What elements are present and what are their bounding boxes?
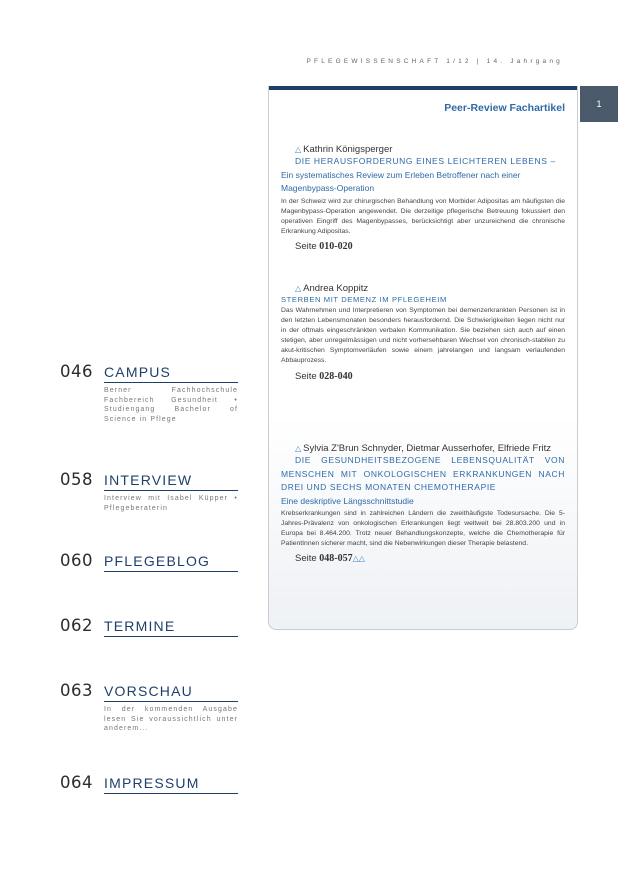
toc-title[interactable]: CAMPUS <box>104 363 238 383</box>
article-title[interactable]: DIE GESUNDHEITSBEZOGENE LEBENSQUALITÄT VON MENSCHEN MIT ONKOLOGISCHEN ERKRANKUNGEN NACH DREI UND SECHS MONATEN CHEMOTHERAPIE <box>281 455 565 492</box>
toc-number: 062 <box>60 616 93 635</box>
toc-number: 060 <box>60 551 93 570</box>
toc-title[interactable]: PFLEGEBLOG <box>104 552 238 572</box>
toc-number: 064 <box>60 773 93 792</box>
article-abstract: Das Wahrnehmen und Interpretieren von Symptomen bei demenzerkrankten Personen ist in den letzten Lebensmonaten besonders herausfordernd. Die Schwierigkeiten liegen nicht nur in der oftmals eingeschränkten verbalen Kommunikation. Sie beziehen sich auch auf einen stetigen, aber unregelmässigen und nicht vorhersehbaren Wechsel von chronisch-stabilen zu akut-kritischen Symptomverläufen sowie einem jahrelangen und langsam verlaufenden Abbauprozess. <box>281 307 565 365</box>
triangle-bullet-icon: △ <box>295 284 302 293</box>
article-pages: Seite 048-057△△ <box>295 553 365 565</box>
article-abstract: Krebserkrankungen sind in zahlreichen Ländern die zweithäufigste Todesursache. Die 5-Jahres-Prävalenz von onkologischen Erkrankungen liegt weltweit bei 28.803.200 und in Europa bei 8.464.200. Trotz neuer Behandlungskonzepte, welche die Chemotherapie für PatientInnen sicherer macht, sind die Nebenwirkungen dieser Therapie belastend. <box>281 510 565 548</box>
toc-description: Berner Fachhochschule Fachbereich Gesundheit • Studiengang Bachelor of Science in Pflege <box>104 387 238 423</box>
toc-number: 063 <box>60 681 93 700</box>
panel-heading: Peer-Review Fachartikel <box>444 102 565 114</box>
article-title[interactable]: STERBEN MIT DEMENZ IM PFLEGEHEIM <box>281 295 447 304</box>
article-subtitle: Eine deskriptive Längsschnittstudie <box>281 495 414 506</box>
triangle-bullet-icon: △ <box>295 145 302 154</box>
triangle-bullet-icon: △ <box>295 444 302 453</box>
running-header: PFLEGEWISSENSCHAFT 1/12 | 14. Jahrgang <box>306 58 563 65</box>
article-zbrun-schnyder[interactable] <box>281 443 565 564</box>
toc-title[interactable]: INTERVIEW <box>104 471 238 491</box>
toc-title[interactable]: IMPRESSUM <box>104 774 238 794</box>
toc-title[interactable]: TERMINE <box>104 617 238 637</box>
toc-description: In der kommenden Ausgabe lesen Sie voraussichtlich unter anderem... <box>104 706 238 732</box>
article-author: △ Andrea Koppitz <box>295 283 369 294</box>
toc-number: 058 <box>60 470 93 489</box>
toc-description: Interview mit Isabel Küpper • Pflegeberaterin <box>104 495 238 512</box>
toc-number: 046 <box>60 362 93 381</box>
article-subtitle: Ein systematisches Review zum Erleben Betroffener nach einer Magenbypass-Operation <box>281 169 521 193</box>
peer-review-panel <box>268 86 578 630</box>
article-pages: Seite 028-040 <box>295 370 353 382</box>
panel-accent-bar <box>269 86 577 90</box>
toc-entry-campus[interactable] <box>60 362 238 424</box>
toc-entry-impressum[interactable] <box>60 773 238 794</box>
article-pages: Seite 010-020 <box>295 240 353 252</box>
toc-entry-interview[interactable] <box>60 470 238 513</box>
article-koppitz[interactable] <box>281 283 565 382</box>
article-title[interactable]: DIE HERAUSFORDERUNG EINES LEICHTEREN LEBENS – <box>295 156 556 166</box>
article-koenigsperger[interactable] <box>281 144 565 252</box>
toc-title[interactable]: VORSCHAU <box>104 682 238 702</box>
toc-entry-termine[interactable] <box>60 616 238 637</box>
article-author: △ Sylvia Z'Brun Schnyder, Dietmar Ausserhofer, Elfriede Fritz <box>295 443 552 454</box>
page-number-tab: 1 <box>580 86 618 122</box>
toc-entry-vorschau[interactable] <box>60 681 238 734</box>
end-mark-icon: △△ <box>352 554 365 564</box>
article-author: △ Kathrin Königsperger <box>295 144 393 155</box>
toc-entry-pflegeblog[interactable] <box>60 551 238 572</box>
article-abstract: In der Schweiz wird zur chirurgischen Behandlung von Morbider Adipositas am häufigsten die Magenbypass-Operation angewendet. Die derzeitige pflegerische Betreuung fokussiert den operativen Eingriff des Magenbypasses, berücksichtigt aber unzureichend die chronische Erkrankung Adipositas. <box>281 197 565 235</box>
